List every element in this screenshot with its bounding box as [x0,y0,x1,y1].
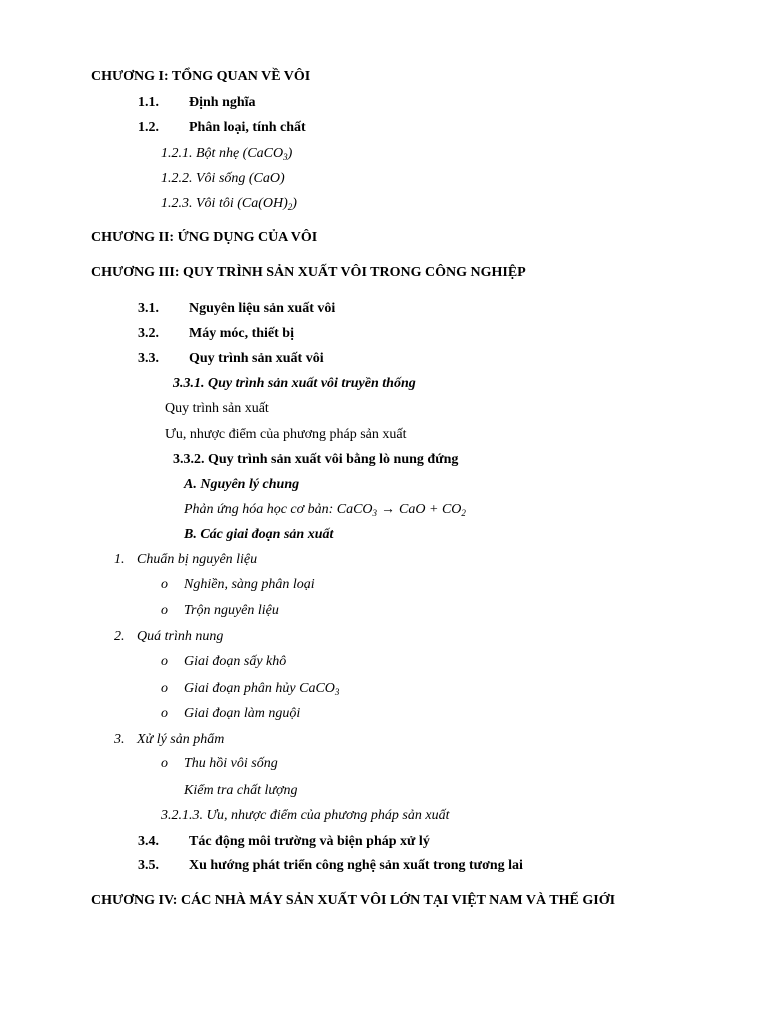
step-number: 1. [114,552,125,567]
chapter-3-title: CHƯƠNG III: QUY TRÌNH SẢN XUẤT VÔI TRONG CÔNG NGHIỆP [91,265,526,280]
subsection-1-2-1 [161,145,292,163]
section-3-5 [138,857,523,875]
bullet-icon: o [161,706,168,721]
list-item [161,576,315,594]
paragraph-process: Quy trình sản xuất [165,401,269,416]
list-item-label: Thu hồi vôi sống [184,756,278,771]
list-item-label: Giai đoạn phân hủy CaCO [184,681,335,696]
step-2 [114,628,223,646]
section-number: 3.4. [138,834,159,849]
section-3-3 [138,350,324,368]
subsection-3-2-1-3: 3.2.1.3. Ưu, nhược điểm của phương pháp sản xuất [161,808,450,823]
step-number: 2. [114,629,125,644]
list-item-label: Giai đoạn sấy khô [184,654,287,669]
subscript: 2 [461,508,466,518]
step-label: Quá trình nung [137,629,224,644]
list-item [161,602,279,620]
list-item [161,653,286,671]
section-label: Tác động môi trường và biện pháp xử lý [189,834,430,849]
reaction-products: CaO + CO [399,502,462,517]
subsection-3-3-2: 3.3.2. Quy trình sản xuất vôi bằng lò nung đứng [173,452,459,467]
bullet-icon: o [161,603,168,618]
section-number: 3.3. [138,351,159,366]
list-item-label: Nghiền, sàng phân loại [184,577,315,592]
chapter-1-title: CHƯƠNG I: TỔNG QUAN VỀ VÔI [91,69,311,84]
section-3-1 [138,300,335,318]
list-item [161,755,278,773]
subsection-text: 1.2.1. Bột nhẹ (CaCO [161,146,284,161]
section-number: 3.2. [138,326,159,341]
section-label: Quy trình sản xuất vôi [189,351,324,366]
subsection-text-end: ) [292,196,297,211]
step-1 [114,551,257,569]
list-item [161,680,339,698]
subscript: 2 [287,202,293,212]
heading-b: B. Các giai đoạn sản xuất [184,527,334,542]
chapter-4-title: CHƯƠNG IV: CÁC NHÀ MÁY SẢN XUẤT VÔI LỚN TẠI VIỆT NAM VÀ THẾ GIỚI [91,893,616,908]
bullet-icon: o [161,577,168,592]
subscript: 3 [283,152,288,162]
step-label: Chuẩn bị nguyên liệu [137,552,258,567]
step-3 [114,731,224,749]
list-item [161,705,300,723]
section-label: Định nghĩa [189,95,256,110]
chemical-reaction [184,501,466,519]
quality-check: Kiểm tra chất lượng [184,783,298,798]
step-label: Xử lý sản phẩm [137,732,225,747]
section-label: Phân loại, tính chất [189,120,306,135]
section-number: 3.1. [138,301,159,316]
bullet-icon: o [161,681,168,696]
heading-a: A. Nguyên lý chung [184,477,300,492]
subsection-text-end: ) [287,146,293,161]
subscript: 3 [372,508,378,518]
section-1-2 [138,119,306,137]
subsection-3-3-1: 3.3.1. Quy trình sản xuất vôi truyền thống [173,376,416,391]
subsection-1-2-2: 1.2.2. Vôi sống (CaO) [161,171,285,186]
reaction-prefix: Phản ứng hóa học cơ bản: CaCO [184,502,373,517]
section-3-4 [138,833,430,851]
subscript: 3 [334,687,340,697]
section-number: 1.1. [138,95,159,110]
subsection-1-2-3 [161,195,297,213]
list-item-label: Giai đoạn làm nguội [184,706,301,721]
section-label: Máy móc, thiết bị [189,326,294,341]
section-1-1 [138,94,256,112]
step-number: 3. [114,732,125,747]
section-number: 1.2. [138,120,159,135]
subsection-text: 1.2.3. Vôi tôi (Ca(OH) [161,196,288,211]
bullet-icon: o [161,654,168,669]
chapter-2-title: CHƯƠNG II: ỨNG DỤNG CỦA VÔI [91,230,318,245]
section-label: Xu hướng phát triển công nghệ sản xuất trong tương lai [189,858,523,873]
bullet-icon: o [161,756,168,771]
list-item-label: Trộn nguyên liệu [184,603,279,618]
paragraph-pros-cons: Ưu, nhược điểm của phương pháp sản xuất [165,427,407,442]
section-number: 3.5. [138,858,159,873]
section-3-2 [138,325,294,343]
arrow-icon: → [381,502,396,517]
section-label: Nguyên liệu sản xuất vôi [189,301,336,316]
